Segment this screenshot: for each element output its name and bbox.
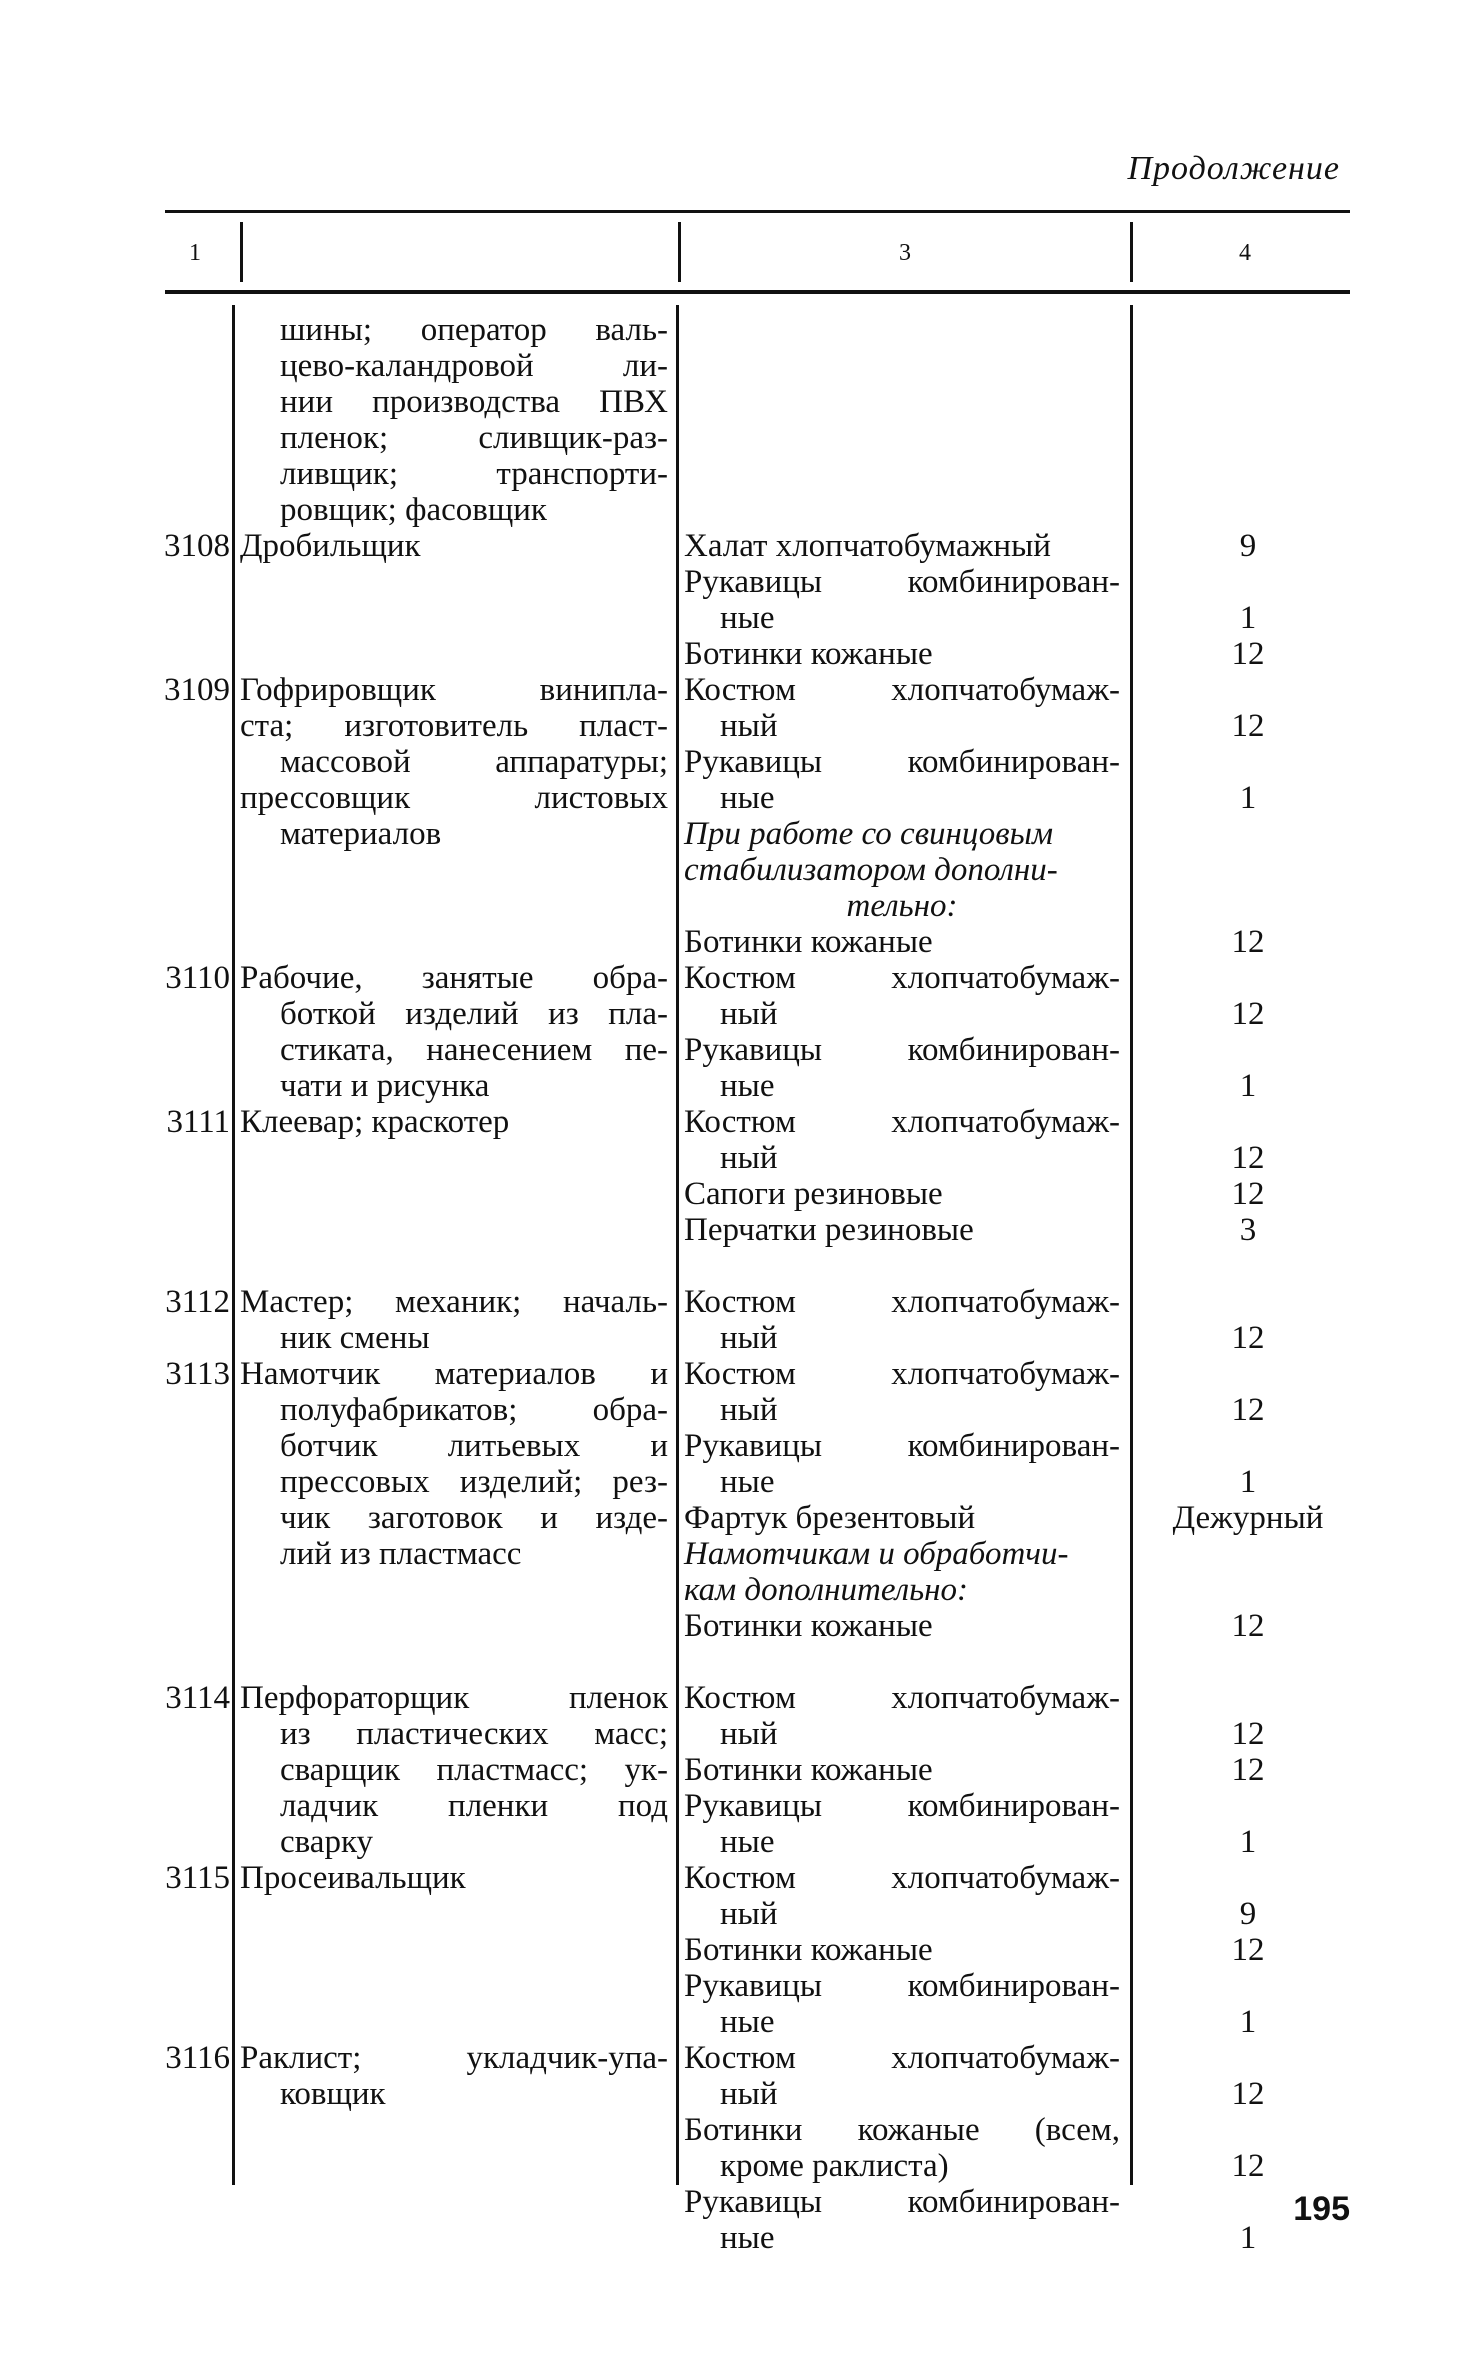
profession-line: ладчик пленки под	[280, 1788, 668, 1824]
row-code: 3111	[166, 1104, 230, 1140]
header-divider-1	[240, 222, 243, 282]
profession-line: ливщик; транспорти-	[280, 456, 668, 492]
profession-line: ковщик	[280, 2076, 386, 2112]
profession-line: Намотчик материалов и	[240, 1356, 668, 1392]
row-code: 3110	[165, 960, 230, 996]
item-text: Халат хлопчатобумажный	[684, 528, 1051, 564]
profession-line: сварщик пластмасс; ук-	[280, 1752, 668, 1788]
item-quantity: 12	[1231, 924, 1265, 960]
profession-line: прессовых изделий; рез-	[280, 1464, 668, 1500]
profession-line: Раклист; укладчик-упа-	[240, 2040, 668, 2076]
item-text: ные	[720, 1824, 775, 1860]
item-quantity: 12	[1231, 1392, 1265, 1428]
item-text: Рукавицы комбинирован-	[684, 744, 1120, 780]
item-quantity: 1	[1239, 2004, 1257, 2040]
item-text: ные	[720, 1068, 775, 1104]
item-text: ный	[720, 2076, 778, 2112]
item-text: ный	[720, 708, 778, 744]
item-quantity: 12	[1231, 1140, 1265, 1176]
continuation-heading: Продолжение	[1127, 150, 1340, 187]
profession-line: полуфабрикатов; обра-	[280, 1392, 668, 1428]
item-text: Костюм хлопчатобумаж-	[684, 1104, 1120, 1140]
profession-line: ровщик; фасовщик	[280, 492, 547, 528]
profession-line: пленок; сливщик-раз-	[280, 420, 668, 456]
item-quantity: 12	[1231, 2076, 1265, 2112]
item-quantity: 12	[1231, 996, 1265, 1032]
item-text: ный	[720, 1716, 778, 1752]
item-text: Ботинки кожаные	[684, 1752, 933, 1788]
item-quantity: 12	[1231, 1716, 1265, 1752]
table-top-rule	[165, 210, 1350, 213]
column-number-3: 3	[899, 240, 911, 266]
profession-line: цево-каландровой ли-	[280, 348, 668, 384]
item-text: ный	[720, 1896, 778, 1932]
profession-line: чик заготовок и изде-	[280, 1500, 668, 1536]
header-divider-2	[678, 222, 681, 282]
item-text: кам дополнительно:	[684, 1572, 968, 1608]
item-text: Костюм хлопчатобумаж-	[684, 1680, 1120, 1716]
profession-line: Мастер; механик; началь-	[240, 1284, 668, 1320]
header-bottom-rule	[165, 290, 1350, 294]
item-text: ный	[720, 1140, 778, 1176]
row-code: 3114	[165, 1680, 230, 1716]
item-quantity: 1	[1239, 1464, 1257, 1500]
item-text: Рукавицы комбинирован-	[684, 1428, 1120, 1464]
item-text: ные	[720, 2220, 775, 2256]
profession-line: прессовщик листовых	[240, 780, 668, 816]
item-quantity: 12	[1231, 636, 1265, 672]
profession-line: нии производства ПВХ	[280, 384, 668, 420]
item-text: Костюм хлопчатобумаж-	[684, 960, 1120, 996]
profession-line: Дробильщик	[240, 528, 421, 564]
header-divider-3	[1130, 222, 1133, 282]
item-text: Намотчикам и обработчи-	[684, 1536, 1069, 1572]
column-number-4: 4	[1239, 240, 1251, 266]
item-text: Рукавицы комбинирован-	[684, 1032, 1120, 1068]
column-divider-2	[676, 305, 679, 2185]
item-text: Костюм хлопчатобумаж-	[684, 672, 1120, 708]
item-text: Костюм хлопчатобумаж-	[684, 1860, 1120, 1896]
item-quantity: 9	[1239, 1896, 1257, 1932]
profession-line: Перфораторщик пленок	[240, 1680, 668, 1716]
item-quantity: Дежурный	[1172, 1500, 1324, 1536]
item-quantity: 12	[1231, 1752, 1265, 1788]
profession-line: ник смены	[280, 1320, 430, 1356]
item-quantity: 12	[1231, 708, 1265, 744]
profession-line: лий из пластмасс	[280, 1536, 522, 1572]
item-text: ные	[720, 1464, 775, 1500]
item-text: При работе со свинцовым	[684, 816, 1054, 852]
item-quantity: 1	[1239, 600, 1257, 636]
column-divider-1	[232, 305, 235, 2185]
item-text: Фартук брезентовый	[684, 1500, 976, 1536]
row-code: 3113	[165, 1356, 230, 1392]
page-number: 195	[1293, 2190, 1350, 2228]
profession-line: ботчик литьевых и	[280, 1428, 668, 1464]
item-quantity: 1	[1239, 1824, 1257, 1860]
row-code: 3115	[165, 1860, 230, 1896]
column-number-1: 1	[189, 240, 201, 266]
item-text: Ботинки кожаные	[684, 636, 933, 672]
profession-line: чати и рисунка	[280, 1068, 490, 1104]
profession-line: Просеивальщик	[240, 1860, 466, 1896]
row-code: 3112	[165, 1284, 230, 1320]
item-quantity: 12	[1231, 1608, 1265, 1644]
item-text: ные	[720, 780, 775, 816]
item-quantity: 1	[1239, 2220, 1257, 2256]
item-text: Ботинки кожаные	[684, 1932, 933, 1968]
profession-line: материалов	[280, 816, 442, 852]
profession-line: Клеевар; краскотер	[240, 1104, 510, 1140]
item-quantity: 1	[1239, 780, 1257, 816]
row-code: 3116	[165, 2040, 230, 2076]
item-text: Ботинки кожаные	[684, 1608, 933, 1644]
item-text: ный	[720, 996, 778, 1032]
item-quantity: 12	[1231, 1932, 1265, 1968]
item-text: Костюм хлопчатобумаж-	[684, 1284, 1120, 1320]
item-text: Сапоги резиновые	[684, 1176, 943, 1212]
item-quantity: 9	[1239, 528, 1257, 564]
profession-line: Гофрировщик винипла-	[240, 672, 668, 708]
item-text: Перчатки резиновые	[684, 1212, 974, 1248]
profession-line: сварку	[280, 1824, 374, 1860]
profession-line: боткой изделий из пла-	[280, 996, 668, 1032]
item-text: стабилизатором дополни-	[684, 852, 1058, 888]
item-text: ный	[720, 1320, 778, 1356]
item-text: ные	[720, 600, 775, 636]
item-text: ный	[720, 1392, 778, 1428]
item-text: Рукавицы комбинирован-	[684, 564, 1120, 600]
profession-line: стиката, нанесением пе-	[280, 1032, 668, 1068]
item-text: Ботинки кожаные (всем,	[684, 2112, 1120, 2148]
profession-line: шины; оператор валь-	[280, 312, 668, 348]
item-text: Костюм хлопчатобумаж-	[684, 1356, 1120, 1392]
profession-line: ста; изготовитель пласт-	[240, 708, 668, 744]
row-code: 3109	[164, 672, 230, 708]
item-text: Ботинки кожаные	[684, 924, 933, 960]
row-code: 3108	[164, 528, 230, 564]
item-text: кроме раклиста)	[720, 2148, 949, 2184]
column-divider-3	[1130, 305, 1133, 2185]
item-text: Рукавицы комбинирован-	[684, 2184, 1120, 2220]
item-quantity: 12	[1231, 1320, 1265, 1356]
item-text: Костюм хлопчатобумаж-	[684, 2040, 1120, 2076]
item-quantity: 12	[1231, 2148, 1265, 2184]
profession-line: из пластических масс;	[280, 1716, 668, 1752]
profession-line: Рабочие, занятые обра-	[240, 960, 668, 996]
item-quantity: 12	[1231, 1176, 1265, 1212]
item-text: тельно:	[846, 888, 958, 924]
item-quantity: 1	[1239, 1068, 1257, 1104]
item-text: Рукавицы комбинирован-	[684, 1968, 1120, 2004]
item-text: ные	[720, 2004, 775, 2040]
item-quantity: 3	[1239, 1212, 1257, 1248]
profession-line: массовой аппаратуры;	[280, 744, 668, 780]
item-text: Рукавицы комбинирован-	[684, 1788, 1120, 1824]
